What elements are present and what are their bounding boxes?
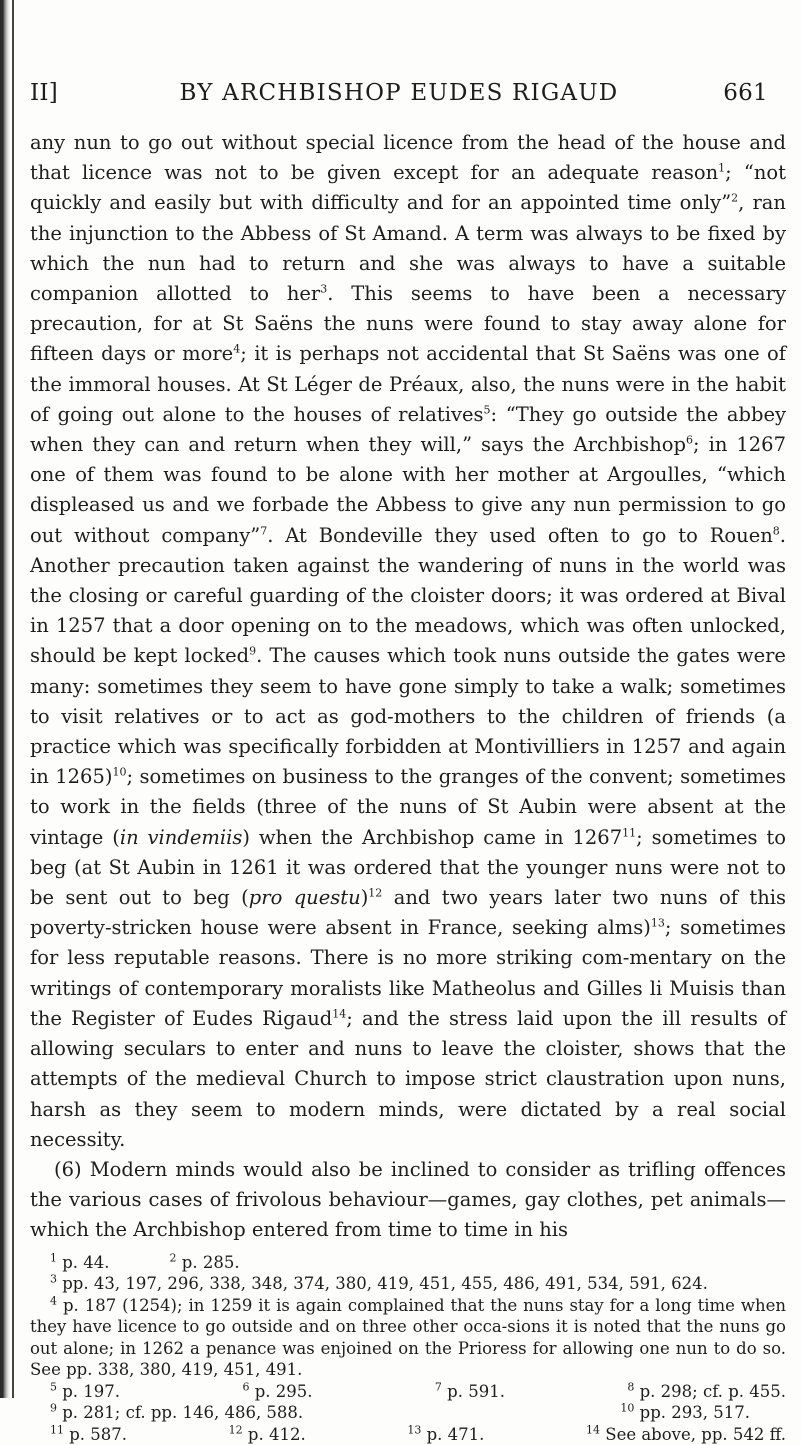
footnote-marker: 4 bbox=[233, 342, 241, 356]
page-body bbox=[30, 128, 786, 1445]
book-binding-edge bbox=[0, 0, 10, 1398]
text-run: ) bbox=[360, 886, 369, 910]
text-run: any nun to go out without special licence from the head of the house and that licence was not to be given except for an adequate reason bbox=[30, 131, 786, 185]
text-run: . Another precaution taken against the wandering of nuns in the world was the closing or careful guarding of the cloister doors; it was ordered at Bival in 1257 that a door opening on to the meadows, which was often unlocked, should be kept locked bbox=[30, 523, 786, 668]
footnote-11: $^{11}$ p. 587. bbox=[50, 1423, 128, 1444]
footnote-marker: 10 bbox=[112, 765, 127, 779]
footnote-marker: 14 bbox=[332, 1007, 347, 1021]
footnote-3: $^3$ pp. 43, 197, 296, 338, 348, 374, 380, 419, 451, 455, 486, 491, 534, 591, 624. bbox=[50, 1272, 708, 1294]
footnote-marker: 11 bbox=[622, 826, 637, 840]
footnote-13: $^{13}$ p. 471. bbox=[407, 1423, 485, 1444]
footnote-marker: 3 bbox=[320, 282, 328, 296]
footnote-row-11 bbox=[50, 1424, 786, 1445]
footnote-marker: 1 bbox=[718, 161, 726, 175]
body-paragraph-2: (6) Modern minds would also be inclined to consider as trifling offences the various cases of frivolous behaviour—games, gay clothes, pet animals—which the Archbishop entered from time to time in his bbox=[30, 1157, 786, 1242]
footnote-marker: 2 bbox=[731, 191, 739, 205]
footnote-14: $^{14}$ See above, pp. 542 ff. bbox=[586, 1423, 786, 1444]
footnote-2: $^2$ p. 285. bbox=[169, 1251, 240, 1272]
footnote-marker: 6 bbox=[686, 433, 694, 447]
footnote-8: $^8$ p. 298; cf. p. 455. bbox=[627, 1380, 786, 1401]
footnote-12: $^{12}$ p. 412. bbox=[228, 1423, 306, 1444]
text-run: ; it is perhaps not accidental that St Saëns was one of the immoral houses. At St Léger de Préaux, also, the nuns were in the habit of going out alone to the houses of relatives bbox=[30, 342, 786, 426]
section-marker: II] bbox=[30, 80, 59, 106]
text-run: ; sometimes for less reputable reasons. There is no more striking com-mentary on the writings of contemporary moralists like Matheolus and Gilles li Muisis than the Register of Eudes Rigaud bbox=[30, 916, 786, 1030]
footnote-10: $^{10}$ pp. 293, 517. bbox=[620, 1401, 750, 1423]
text-run: ; sometimes to beg (at St Aubin in 1261 it was ordered that the younger nuns were not to be sent out to beg ( bbox=[30, 825, 786, 910]
footnote-marker: 12 bbox=[368, 886, 383, 900]
page-number: 661 bbox=[723, 80, 768, 106]
footnote-4: $^4$ p. 187 (1254); in 1259 it is again complained that the nuns stay for a long time when they have licence to go outside and on three other occa-sions it is noted that the nuns go out alone; in 1262 a penance was enjoined on the Prioress for allowing one nun to do so. See pp. 338, 380, 419, 451, 491. bbox=[30, 1294, 787, 1380]
page-edge-line bbox=[12, 0, 14, 1398]
text-run: ) when the Archbishop came in 1267 bbox=[242, 825, 623, 849]
footnote-marker: 9 bbox=[249, 644, 257, 658]
text-run: and two years later two nuns of this poverty-stricken house were absent in France, seeking alms) bbox=[30, 886, 786, 940]
italic-phrase: pro questu bbox=[248, 886, 361, 910]
text-run: . The causes which took nuns outside the gates were many: sometimes they seem to have gone simply to take a walk; sometimes to visit relatives or to act as god-mothers to the children of friends (a practice which was specifically forbidden at Montivilliers in 1257 and again in 1265) bbox=[30, 644, 786, 789]
footnote-marker: 7 bbox=[260, 524, 268, 538]
text-run: ; in 1267 one of them was found to be alone with her mother at Argoulles, “which displeased us and we forbade the Abbess to give any nun permission to go out without company” bbox=[30, 433, 786, 547]
running-header bbox=[30, 80, 768, 110]
footnote-6: $^6$ p. 295. bbox=[242, 1380, 313, 1401]
footnote-marker: 13 bbox=[650, 916, 665, 930]
footnote-9: $^9$ p. 281; cf. pp. 146, 486, 588. bbox=[50, 1401, 304, 1423]
footnote-7: $^7$ p. 591. bbox=[434, 1380, 505, 1401]
running-title: BY ARCHBISHOP EUDES RIGAUD bbox=[179, 80, 619, 106]
text-run: , ran the injunction to the Abbess of St Amand. A term was always to be fixed by which the nun had to return and she was always to have a suitable companion allotted to her bbox=[30, 191, 786, 306]
footnote-row-1 bbox=[50, 1252, 786, 1274]
text-run: ; “not quickly and easily but with difficulty and for an appointed time only” bbox=[30, 161, 786, 215]
text-run: . This seems to have been a necessary precaution, for at St Saëns the nuns were found to stay away alone for fifteen days or more bbox=[30, 282, 786, 366]
footnote-1: $^1$ p. 44. bbox=[50, 1251, 110, 1272]
italic-phrase: in vindemiis bbox=[119, 825, 243, 849]
text-run: . At Bondeville they used often to go to Rouen bbox=[267, 523, 773, 547]
footnote-row-5 bbox=[50, 1381, 786, 1403]
text-run: : “They go outside the abbey when they can and return when they will,” says the Archbishop bbox=[30, 402, 787, 457]
footnotes bbox=[30, 1252, 786, 1445]
footnote-marker: 5 bbox=[483, 403, 491, 417]
footnote-marker: 8 bbox=[772, 524, 780, 538]
text-run: ; sometimes on business to the granges of the convent; sometimes to work in the fields (three of the nuns of St Aubin were absent at the vintage ( bbox=[30, 765, 786, 849]
body-paragraph-1 bbox=[30, 128, 786, 1155]
footnote-row-9 bbox=[50, 1402, 786, 1424]
footnote-5: $^5$ p. 197. bbox=[50, 1380, 121, 1401]
text-run: ; and the stress laid upon the ill results of allowing seculars to enter and nuns to leave the cloister, shows that the attempts of the medieval Church to impose strict claustration upon nuns, harsh as they seem to modern minds, were dictated by a real social necessity. bbox=[30, 1006, 786, 1151]
